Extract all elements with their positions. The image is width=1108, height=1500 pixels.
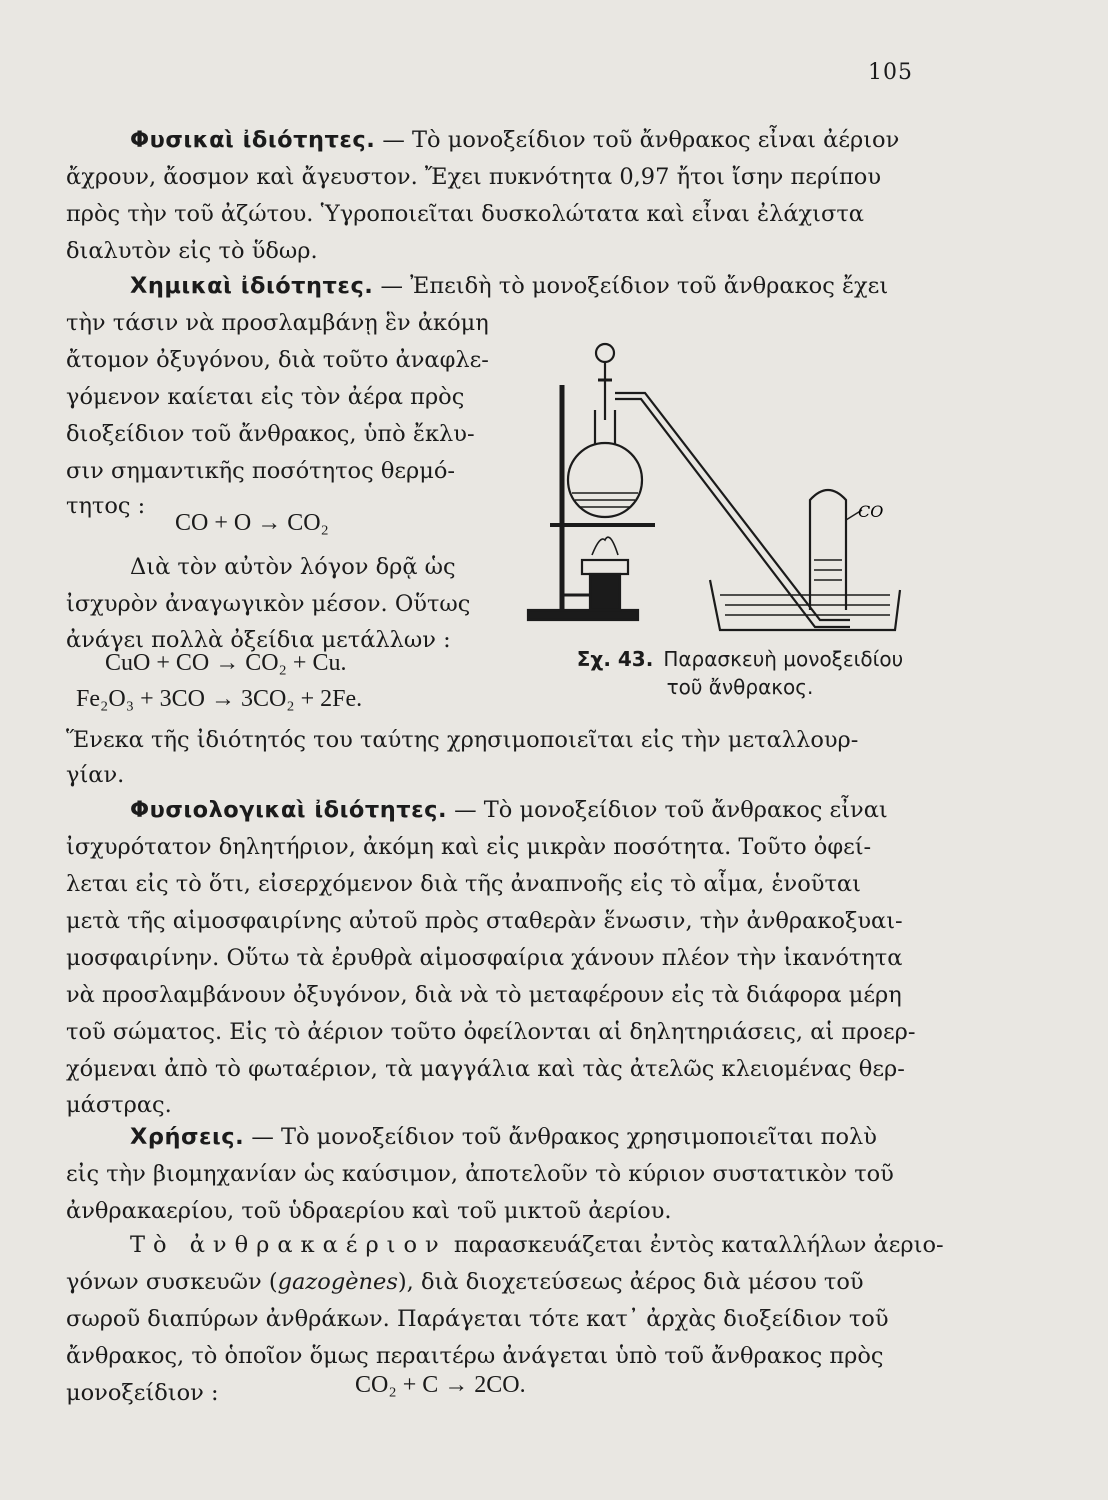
physiological-line-4: μετὰ τῆς αἱμοσφαιρίνης αὐτοῦ πρὸς σταθερὰν ἕνωσιν, τὴν ἀνθρακοξυαι-: [66, 908, 903, 934]
page-number: 105: [868, 60, 913, 85]
uses-line-1: Χρήσεις. — Τὸ μονοξείδιον τοῦ ἄνθρακος χρησιμοποιεῖται πολὺ: [130, 1124, 877, 1150]
chemical-line-7: τητος :: [66, 493, 146, 519]
chemical-line-12: γίαν.: [66, 762, 125, 788]
physiological-heading: Φυσιολογικαὶ ἰδιότητες.: [130, 797, 447, 823]
reaction-cuo: CuO + CO → CO₂ + Cu.: [105, 650, 347, 676]
gas-line-4: ἄνθρακος, τὸ ὁποῖον ὅμως περαιτέρω ἀνάγεται ὑπὸ τοῦ ἄνθρακος πρὸς: [66, 1343, 884, 1369]
gas-line-3: σωροῦ διαπύρων ἀνθράκων. Παράγεται τότε κατ᾽ ἀρχὰς διοξείδιον τοῦ: [66, 1306, 889, 1332]
collecting-tube: [810, 490, 846, 610]
reaction-co2-carbon: CO₂ + C → 2CO.: [355, 1372, 526, 1398]
uses-heading: Χρήσεις.: [130, 1124, 245, 1150]
chemical-line-4: γόμενον καίεται εἰς τὸν ἀέρα πρὸς: [66, 384, 465, 410]
delivery-tube: [615, 393, 850, 620]
physiological-line-3: λεται εἰς τὸ ὅτι, εἰσερχόμενον διὰ τῆς ἀναπνοῆς εἰς τὸ αἷμα, ἑνοῦται: [66, 871, 861, 897]
chemical-line-11: Ἕνεκα τῆς ἰδιότητός του ταύτης χρησιμοποιεῖται εἰς τὴν μεταλλουρ-: [66, 727, 859, 753]
uses-line-3: ἀνθρακαερίου, τοῦ ὑδραερίου καὶ τοῦ μικτοῦ ἀερίου.: [66, 1198, 672, 1224]
physiological-line-2: ἰσχυρότατον δηλητήριον, ἀκόμη καὶ εἰς μικρὰν ποσότητα. Τοῦτο ὀφεί-: [66, 834, 872, 860]
chemical-line-3: ἄτομον ὀξυγόνου, διὰ τοῦτο ἀναφλε-: [66, 347, 489, 373]
chemical-line-1: Χημικαὶ ἰδιότητες. — Ἐπειδὴ τὸ μονοξείδιον τοῦ ἄνθρακος ἔχει: [130, 273, 889, 299]
chemical-line-8: Διὰ τὸν αὐτὸν λόγον δρᾷ ὡς: [130, 554, 456, 580]
uses-line-2: εἰς τὴν βιομηχανίαν ὡς καύσιμον, ἀποτελοῦν τὸ κύριον συστατικὸν τοῦ: [66, 1161, 894, 1187]
chemical-line-6: σιν σημαντικῆς ποσότητος θερμό-: [66, 458, 456, 484]
stand-base: [528, 610, 638, 620]
physical-heading: Φυσικαὶ ἰδιότητες.: [130, 127, 376, 153]
burner: [582, 560, 628, 574]
gas-line-2: γόνων συσκευῶν (gazogènes), διὰ διοχετεύσεως ἀέρος διὰ μέσου τοῦ: [66, 1269, 864, 1295]
physical-line-2: ἄχρουν, ἄοσμον καὶ ἄγευστον. Ἔχει πυκνότητα 0,97 ἤτοι ἴσην περίπου: [66, 164, 882, 190]
dropping-funnel: [596, 344, 614, 362]
gas-line-1: Τὸ ἀνθρακαέριον παρασκευάζεται ἐντὸς καταλλήλων ἀεριο-: [130, 1232, 944, 1258]
reaction-co-combustion: CO + O → CO₂: [175, 510, 329, 536]
physiological-line-1: Φυσιολογικαὶ ἰδιότητες. — Τὸ μονοξείδιον τοῦ ἄνθρακος εἶναι: [130, 797, 888, 823]
flame: [592, 537, 618, 555]
flask: [568, 443, 642, 517]
reaction-fe2o3: Fe₂O₃ + 3CO → 3CO₂ + 2Fe.: [76, 686, 363, 712]
physiological-line-6: νὰ προσλαμβάνουν ὀξυγόνον, διὰ νὰ τὸ μεταφέρουν εἰς τὰ διάφορα μέρη: [66, 982, 902, 1008]
figure-number: Σχ. 43.: [576, 647, 654, 671]
chemical-line-2: τὴν τάσιν νὰ προσλαμβάνῃ ἓν ἀκόμη: [66, 310, 489, 336]
chemical-line-5: διοξείδιον τοῦ ἄνθρακος, ὑπὸ ἔκλυ-: [66, 421, 475, 447]
apparatus-drawing: [520, 325, 910, 655]
physiological-line-8: χόμεναι ἀπὸ τὸ φωταέριον, τὰ μαγγάλια καὶ τὰς ἀτελῶς κλειομένας θερ-: [66, 1056, 905, 1082]
chemical-line-10: ἀνάγει πολλὰ ὀξείδια μετάλλων :: [66, 627, 451, 653]
physiological-line-9: μάστρας.: [66, 1092, 172, 1118]
gas-term: Τὸ ἀνθρακαέριον: [130, 1232, 447, 1258]
physiological-line-7: τοῦ σώματος. Εἰς τὸ ἀέριον τοῦτο ὀφείλονται αἱ δηλητηριάσεις, αἱ προερ-: [66, 1019, 916, 1045]
gas-label: CO: [858, 502, 884, 521]
chemical-heading: Χημικαὶ ἰδιότητες.: [130, 273, 374, 299]
physical-line-1: Φυσικαὶ ἰδιότητες. — Τὸ μονοξείδιον τοῦ ἄνθρακος εἶναι ἀέριον: [130, 127, 900, 153]
chemical-line-9: ἰσχυρὸν ἀναγωγικὸν μέσον. Οὕτως: [66, 591, 471, 617]
physical-line-3: πρὸς τὴν τοῦ ἀζώτου. Ὑγροποιεῖται δυσκολώτατα καὶ εἶναι ἐλάχιστα: [66, 201, 864, 227]
physiological-line-5: μοσφαιρίνην. Οὕτω τὰ ἐρυθρὰ αἱμοσφαίρια χάνουν πλέον τὴν ἱκανότητα: [66, 945, 903, 971]
co-apparatus-figure: [520, 325, 910, 655]
figure-caption: Σχ. 43. Παρασκευὴ μονοξειδίου τοῦ ἄνθρακος.: [576, 647, 904, 699]
gas-line-5: μονοξείδιον :: [66, 1380, 219, 1406]
physical-line-4: διαλυτὸν εἰς τὸ ὕδωρ.: [66, 238, 318, 264]
